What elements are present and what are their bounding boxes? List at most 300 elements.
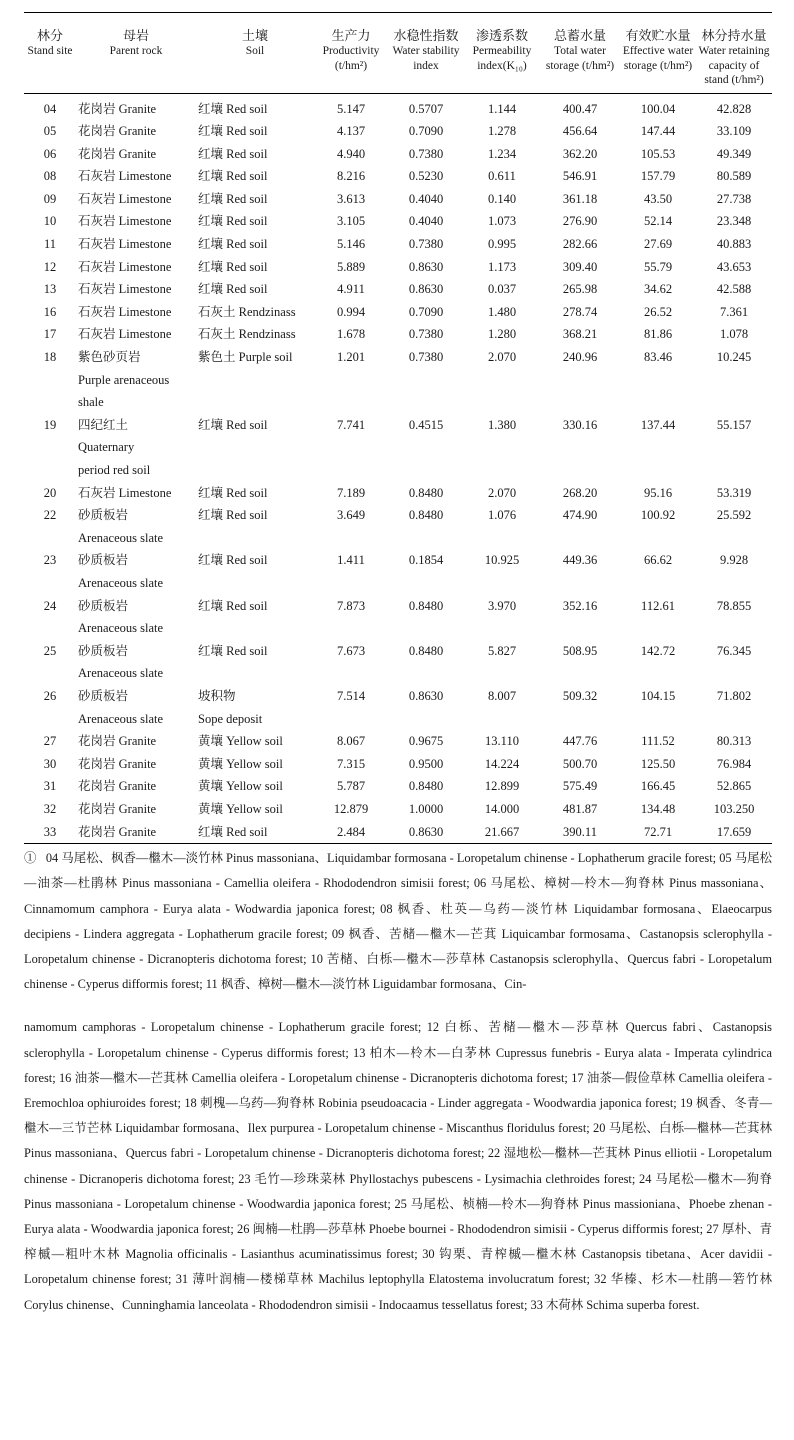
cell-perm: 12.899 xyxy=(484,779,520,794)
cell-ret: 9.928 xyxy=(719,553,749,568)
soil-line: 红壤 Red soil xyxy=(198,824,268,839)
cell-wsi: 0.5707 xyxy=(408,101,444,116)
column-header-8 xyxy=(696,13,772,94)
cell-total: 309.40 xyxy=(562,259,598,274)
cell-stand-site: 09 xyxy=(43,191,57,206)
cell-stand-site: 33 xyxy=(24,821,76,844)
column-header-en: Soil xyxy=(245,45,265,57)
cell-stand-site: 11 xyxy=(43,237,57,252)
cell-perm: 1.073 xyxy=(487,214,517,229)
table-row xyxy=(24,504,772,549)
cell-parent-rock xyxy=(76,685,196,730)
cell-perm: 8.007 xyxy=(487,688,517,703)
rock-line: Quaternary xyxy=(78,440,135,455)
cell-perm: 2.070 xyxy=(487,350,517,365)
soil-line: 红壤 Red soil xyxy=(198,485,268,500)
cell-prod: 8.216 xyxy=(336,169,366,184)
cell-wsi: 0.4515 xyxy=(408,417,444,432)
cell-ret: 1.078 xyxy=(719,327,749,342)
column-header-en: Stand site xyxy=(27,45,73,57)
cell-eff: 66.62 xyxy=(643,553,673,568)
rock-line: 四纪红土 xyxy=(78,417,129,432)
cell-prod: 4.940 xyxy=(336,146,366,161)
cell-parent-rock xyxy=(76,730,196,753)
cell-soil xyxy=(196,775,314,798)
cell-total: 500.70 xyxy=(562,756,598,771)
cell-wsi: 0.8480 xyxy=(408,598,444,613)
cell-soil xyxy=(196,640,314,685)
cell-ret: 23.348 xyxy=(716,214,752,229)
column-header-en: Water retaining capacity of stand (t/hm²) xyxy=(698,45,770,86)
cell-wsi: 0.4040 xyxy=(408,191,444,206)
rock-line: 花岗岩 Granite xyxy=(78,756,157,771)
table-row xyxy=(24,798,772,821)
rock-line: 石灰岩 Limestone xyxy=(78,304,172,319)
table-row xyxy=(24,414,772,482)
cell-ret: 49.349 xyxy=(716,146,752,161)
cell-perm: 14.224 xyxy=(484,756,520,771)
cell-soil xyxy=(196,798,314,821)
footnote-text-1: 04 马尾松、枫香—檵木—淡竹林 Pinus massoniana、Liquidambar formosana - Loropetalum chinense - Lophatherum gracile forest; 05 马尾松—油茶—杜鹃林 Pinus massoniana - Camellia oleifera - Rhododendron simisii forest; 06 马尾松、樟树—柃木—狗脊林 Pinus massoniana、Cinnamomum camphora - Eurya alata - Wodwardia japonica forest; 08 枫香、杜英—乌药—淡竹林 Liquidambar formosana、Elaeocarpus decipiens - Lindera aggregata - Lophatherum gracile forest; 09 枫香、苦槠—檵木—芒萁 Liquicambar formosama、Castanopsis sclerophylla - Loropetalum chinense - Dicranopteris dichotoma forest; 10 苦槠、白栎—檵木—莎草林 Castanopsis sclerophylla、Quercus fabri - Loropetalum chinense - Cyperus difformis forest; 11 枫香、樟树—檵木—淡竹林 Liguidambar formosana、Cin- xyxy=(24,851,772,992)
cell-total: 474.90 xyxy=(562,508,598,523)
soil-line: 红壤 Red soil xyxy=(198,598,268,613)
cell-parent-rock xyxy=(76,753,196,776)
cell-soil xyxy=(196,595,314,640)
column-header-4 xyxy=(388,13,464,94)
column-header-en: Total water storage (t/hm²) xyxy=(545,45,615,72)
cell-eff: 137.44 xyxy=(640,417,676,432)
rock-line: 花岗岩 Granite xyxy=(78,801,157,816)
cell-total: 449.36 xyxy=(562,553,598,568)
cell-ret: 103.250 xyxy=(713,801,755,816)
cell-parent-rock xyxy=(76,821,196,844)
soil-line: 石灰土 Rendzinass xyxy=(198,304,296,319)
column-header-zh: 有效贮水量 xyxy=(625,28,691,43)
cell-prod: 2.484 xyxy=(314,821,388,844)
cell-eff: 134.48 xyxy=(640,801,676,816)
cell-parent-rock xyxy=(76,93,196,120)
column-header-3 xyxy=(314,13,388,94)
soil-line: 红壤 Red soil xyxy=(198,643,268,658)
cell-parent-rock xyxy=(76,120,196,143)
soil-line: 坡积物 xyxy=(198,688,236,703)
rock-line: 石灰岩 Limestone xyxy=(78,237,172,252)
cell-eff: 100.04 xyxy=(640,101,676,116)
cell-ret: 42.828 xyxy=(716,101,752,116)
table-row xyxy=(24,210,772,233)
cell-parent-rock xyxy=(76,640,196,685)
rock-line: Arenaceous slate xyxy=(78,711,164,726)
cell-eff: 55.79 xyxy=(643,259,673,274)
cell-stand-site: 08 xyxy=(43,169,57,184)
cell-parent-rock xyxy=(76,165,196,188)
table-row xyxy=(24,821,772,844)
table-row xyxy=(24,595,772,640)
cell-stand-site: 05 xyxy=(43,124,57,139)
cell-stand-site: 12 xyxy=(43,259,57,274)
rock-line: 花岗岩 Granite xyxy=(78,824,157,839)
soil-line: 红壤 Red soil xyxy=(198,191,268,206)
soil-line: 紫色土 Purple soil xyxy=(198,350,293,365)
cell-prod: 5.787 xyxy=(336,779,366,794)
column-header-zh: 生产力 xyxy=(331,28,371,43)
table-row xyxy=(24,640,772,685)
soil-line: 黄壤 Yellow soil xyxy=(198,756,283,771)
cell-stand-site: 16 xyxy=(43,304,57,319)
table-row xyxy=(24,549,772,594)
cell-soil xyxy=(196,323,314,346)
cell-soil xyxy=(196,730,314,753)
cell-parent-rock xyxy=(76,301,196,324)
cell-prod: 5.889 xyxy=(336,259,366,274)
cell-prod: 7.189 xyxy=(336,485,366,500)
cell-wsi: 0.8480 xyxy=(408,779,444,794)
rock-line: Arenaceous slate xyxy=(78,666,164,681)
column-header-en: Water stability index xyxy=(392,45,460,72)
cell-soil xyxy=(196,233,314,256)
rock-line: Arenaceous slate xyxy=(78,530,164,545)
cell-perm: 0.140 xyxy=(487,191,517,206)
cell-eff: 34.62 xyxy=(643,282,673,297)
column-header-2 xyxy=(196,13,314,94)
cell-wsi: 0.7380 xyxy=(408,237,444,252)
soil-line: 红壤 Red soil xyxy=(198,124,268,139)
rock-line: 花岗岩 Granite xyxy=(78,779,157,794)
cell-stand-site: 17 xyxy=(43,327,57,342)
cell-total: 575.49 xyxy=(562,779,598,794)
cell-stand-site: 06 xyxy=(43,146,57,161)
soil-line: 黄壤 Yellow soil xyxy=(198,779,283,794)
rock-line: 砂质板岩 xyxy=(78,508,129,523)
cell-eff: 157.79 xyxy=(640,169,676,184)
cell-ret: 40.883 xyxy=(716,237,752,252)
cell-ret: 53.319 xyxy=(716,485,752,500)
cell-perm: 10.925 xyxy=(484,553,520,568)
cell-ret: 76.984 xyxy=(716,756,752,771)
column-header-5 xyxy=(464,13,540,94)
cell-stand-site: 04 xyxy=(43,101,57,116)
soil-line: 红壤 Red soil xyxy=(198,146,268,161)
cell-ret: 76.345 xyxy=(716,643,752,658)
cell-prod: 5.146 xyxy=(336,237,366,252)
cell-total: 447.76 xyxy=(562,734,598,749)
cell-prod: 3.649 xyxy=(336,508,366,523)
column-header-zh: 林分 xyxy=(36,28,63,43)
cell-parent-rock xyxy=(76,143,196,166)
cell-ret: 55.157 xyxy=(716,417,752,432)
soil-line: 红壤 Red soil xyxy=(198,214,268,229)
cell-total: 268.20 xyxy=(562,485,598,500)
rock-line: 砂质板岩 xyxy=(78,553,129,568)
cell-prod: 7.315 xyxy=(336,756,366,771)
cell-stand-site: 31 xyxy=(43,779,57,794)
rock-line: 砂质板岩 xyxy=(78,643,129,658)
cell-eff: 125.50 xyxy=(640,756,676,771)
cell-wsi: 0.7090 xyxy=(408,124,444,139)
cell-prod: 3.613 xyxy=(336,191,366,206)
cell-total: 509.32 xyxy=(562,688,598,703)
rock-line: 石灰岩 Limestone xyxy=(78,191,172,206)
soil-line: Sope deposit xyxy=(198,711,263,726)
cell-wsi: 0.7380 xyxy=(408,327,444,342)
table-row xyxy=(24,775,772,798)
cell-eff: 142.72 xyxy=(640,643,676,658)
cell-eff: 81.86 xyxy=(643,327,673,342)
table-row xyxy=(24,301,772,324)
cell-parent-rock xyxy=(76,549,196,594)
cell-parent-rock xyxy=(76,210,196,233)
cell-wsi: 0.5230 xyxy=(408,169,444,184)
cell-ret: 17.659 xyxy=(696,821,772,844)
cell-parent-rock xyxy=(76,775,196,798)
table-row xyxy=(24,346,772,414)
cell-eff: 111.52 xyxy=(641,734,675,749)
footnote xyxy=(24,846,772,1318)
cell-soil xyxy=(196,482,314,505)
cell-soil xyxy=(196,93,314,120)
cell-total: 368.21 xyxy=(562,327,598,342)
soil-line: 红壤 Red soil xyxy=(198,508,268,523)
rock-line: 石灰岩 Limestone xyxy=(78,282,172,297)
cell-total: 481.87 xyxy=(562,801,598,816)
cell-wsi: 0.7090 xyxy=(408,304,444,319)
cell-prod: 4.911 xyxy=(337,282,365,297)
cell-ret: 7.361 xyxy=(719,304,749,319)
cell-parent-rock xyxy=(76,256,196,279)
cell-eff: 112.61 xyxy=(641,598,675,613)
cell-stand-site: 10 xyxy=(43,214,57,229)
cell-total: 276.90 xyxy=(562,214,598,229)
cell-perm: 5.827 xyxy=(487,643,517,658)
cell-wsi: 0.1854 xyxy=(408,553,444,568)
cell-wsi: 0.4040 xyxy=(408,214,444,229)
rock-line: shale xyxy=(78,395,104,410)
rock-line: 砂质板岩 xyxy=(78,598,129,613)
cell-ret: 43.653 xyxy=(716,259,752,274)
cell-eff: 26.52 xyxy=(643,304,673,319)
cell-total: 508.95 xyxy=(562,643,598,658)
table-row xyxy=(24,165,772,188)
soil-line: 红壤 Red soil xyxy=(198,101,268,116)
cell-wsi: 0.7380 xyxy=(408,350,444,365)
cell-soil xyxy=(196,143,314,166)
table-row xyxy=(24,685,772,730)
cell-total: 400.47 xyxy=(562,101,598,116)
cell-wsi: 0.8480 xyxy=(408,508,444,523)
data-table xyxy=(24,12,772,844)
cell-parent-rock xyxy=(76,414,196,482)
cell-soil xyxy=(196,278,314,301)
cell-soil xyxy=(196,414,314,482)
cell-prod: 5.147 xyxy=(336,101,366,116)
table-body xyxy=(24,93,772,844)
cell-soil xyxy=(196,210,314,233)
cell-parent-rock xyxy=(76,798,196,821)
cell-perm: 2.070 xyxy=(487,485,517,500)
cell-wsi: 0.8630 xyxy=(408,259,444,274)
column-header-en: Permeability index(K₁₀) xyxy=(472,45,532,72)
cell-soil xyxy=(196,821,314,844)
cell-ret: 25.592 xyxy=(716,508,752,523)
soil-line: 黄壤 Yellow soil xyxy=(198,734,283,749)
cell-wsi: 0.9500 xyxy=(408,756,444,771)
cell-prod: 1.678 xyxy=(336,327,366,342)
cell-eff: 72.71 xyxy=(620,821,696,844)
cell-total: 361.18 xyxy=(562,191,598,206)
column-header-zh: 总蓄水量 xyxy=(553,28,606,43)
cell-eff: 166.45 xyxy=(640,779,676,794)
rock-line: period red soil xyxy=(78,463,151,477)
cell-ret: 78.855 xyxy=(716,598,752,613)
soil-line: 石灰土 Rendzinass xyxy=(198,327,296,342)
cell-wsi: 0.8480 xyxy=(408,485,444,500)
cell-stand-site: 24 xyxy=(43,598,57,613)
cell-total: 362.20 xyxy=(562,146,598,161)
cell-ret: 33.109 xyxy=(716,124,752,139)
cell-perm: 1.173 xyxy=(487,259,517,274)
cell-stand-site: 23 xyxy=(43,553,57,568)
cell-soil xyxy=(196,188,314,211)
cell-total: 546.91 xyxy=(562,169,598,184)
cell-perm: 13.110 xyxy=(485,734,519,749)
column-header-zh: 渗透系数 xyxy=(475,28,528,43)
cell-wsi: 0.9675 xyxy=(408,734,444,749)
cell-stand-site: 26 xyxy=(43,688,57,703)
rock-line: 石灰岩 Limestone xyxy=(78,259,172,274)
cell-perm: 3.970 xyxy=(487,598,517,613)
cell-stand-site: 19 xyxy=(43,417,57,432)
cell-wsi: 0.8630 xyxy=(408,282,444,297)
cell-perm: 0.995 xyxy=(487,237,517,252)
cell-parent-rock xyxy=(76,278,196,301)
cell-parent-rock xyxy=(76,233,196,256)
column-header-7 xyxy=(620,13,696,94)
cell-soil xyxy=(196,165,314,188)
cell-perm: 0.037 xyxy=(487,282,517,297)
table-row xyxy=(24,143,772,166)
table-row xyxy=(24,256,772,279)
rock-line: Arenaceous slate xyxy=(78,621,164,636)
cell-eff: 105.53 xyxy=(640,146,676,161)
cell-ret: 42.588 xyxy=(716,282,752,297)
rock-line: Arenaceous slate xyxy=(78,575,164,590)
cell-soil xyxy=(196,549,314,594)
cell-ret: 71.802 xyxy=(716,688,752,703)
rock-line: 石灰岩 Limestone xyxy=(78,327,172,342)
column-header-0 xyxy=(24,13,76,94)
soil-line: 红壤 Red soil xyxy=(198,259,268,274)
rock-line: 花岗岩 Granite xyxy=(78,146,157,161)
cell-parent-rock xyxy=(76,482,196,505)
rock-line: 石灰岩 Limestone xyxy=(78,214,172,229)
soil-line: 红壤 Red soil xyxy=(198,282,268,297)
table-row xyxy=(24,278,772,301)
table-row xyxy=(24,730,772,753)
column-header-zh: 土壤 xyxy=(241,28,268,43)
cell-parent-rock xyxy=(76,323,196,346)
cell-soil xyxy=(196,504,314,549)
rock-line: Purple arenaceous xyxy=(78,372,170,387)
cell-ret: 80.589 xyxy=(716,169,752,184)
column-header-zh: 林分持水量 xyxy=(701,28,767,43)
cell-prod: 7.673 xyxy=(336,643,366,658)
cell-wsi: 0.8630 xyxy=(388,821,464,844)
cell-perm: 14.000 xyxy=(484,801,520,816)
cell-ret: 27.738 xyxy=(716,191,752,206)
cell-soil xyxy=(196,120,314,143)
cell-wsi: 0.8480 xyxy=(408,643,444,658)
page xyxy=(24,12,772,1318)
cell-parent-rock xyxy=(76,504,196,549)
cell-prod: 7.741 xyxy=(336,417,366,432)
cell-soil xyxy=(196,753,314,776)
cell-stand-site: 13 xyxy=(43,282,57,297)
rock-line: 石灰岩 Limestone xyxy=(78,485,172,500)
cell-ret: 52.865 xyxy=(716,779,752,794)
cell-ret: 80.313 xyxy=(716,734,752,749)
cell-total: 265.98 xyxy=(562,282,598,297)
table-row xyxy=(24,93,772,120)
cell-perm: 1.280 xyxy=(487,327,517,342)
cell-stand-site: 32 xyxy=(43,801,57,816)
soil-line: 黄壤 Yellow soil xyxy=(198,801,283,816)
rock-line: 花岗岩 Granite xyxy=(78,734,157,749)
cell-stand-site: 27 xyxy=(43,734,57,749)
table-row xyxy=(24,120,772,143)
cell-eff: 147.44 xyxy=(640,124,676,139)
cell-perm: 1.278 xyxy=(487,124,517,139)
soil-line: 红壤 Red soil xyxy=(198,417,268,432)
column-header-1 xyxy=(76,13,196,94)
cell-soil xyxy=(196,256,314,279)
cell-perm: 1.380 xyxy=(487,417,517,432)
rock-line: 花岗岩 Granite xyxy=(78,101,157,116)
cell-prod: 8.067 xyxy=(336,734,366,749)
footnote-paragraph-2: namomum camphoras - Loropetalum chinense - Lophatherum gracile forest; 12 白栎、苦槠—檵木—莎草林 Quercus fabri、Castanopsis sclerophylla - Loropetalum chinense - Cyperus difformis forest; 13 柏木—柃木—白茅林 Cupressus funebris - Eurya alata - Imperata cylindrica forest; 16 油茶—檵木—芒萁林 Camellia oleifera - Loropetalum chinense - Dicranopteris dichotoma forest; 17 油茶—假俭草林 Camellia oleifera - Eremochloa ophiuroides forest; 18 刺槐—乌药—狗脊林 Robinia pseudoacacia - Linder aggregata - Woodwardia japonica forest; 19 枫香、冬青—檵木—三节芒林 Liquidambar formosana、Ilex purpurea - Loropetalum chinense - Miscanthus floridulus forest; 20 马尾松、白栎—檵林—芒萁林 Pinus massoniana、Quercus fabri - Loropetalum chinense - Dicranopteris dichotoma forest; 22 湿地松—檵林—芒萁林 Pinus elliotii - Loropetalum chinense - Dicranoperis dichotoma forest; 23 毛竹—珍珠菜林 Phyllostachys pubescens - Lysimachia clethroides forest; 24 马尾松—檵木—狗脊 Pinus massoniana - Loropetalum chinense - Woodwardia japonica forest; 25 马尾松、桢楠—柃木—狗脊林 Pinus massioniana、Phoebe zhenan - Eurya alata - Woodwardia japonica forest; 26 闽楠—杜鹃—莎草林 Phoebe bournei - Rhododendron simisii - Cyperus difformis forest; 27 厚朴、青榨槭—粗叶木林 Magnolia officinalis - Lasianthus acuminatissimus forest; 30 钩栗、青榨槭—檵木林 Castanopsis tibetana、Acer davidii - Loropetalum chinense forest; 31 薄叶润楠—楼梯草林 Machilus leptophylla Elatostema involucratum forest; 32 华榛、杉木—杜鹃—箬竹林 Corylus chinense、Cunninghamia lanceolata - Rhododendron simisii - Indocaamus tessellatus forest; 33 木荷林 Schima superba forest. xyxy=(24,1020,772,1312)
cell-stand-site: 30 xyxy=(43,756,57,771)
rock-line: 石灰岩 Limestone xyxy=(78,169,172,184)
cell-perm: 1.234 xyxy=(487,146,517,161)
cell-eff: 52.14 xyxy=(643,214,673,229)
footnote-marker: ① xyxy=(24,851,37,866)
soil-line: 红壤 Red soil xyxy=(198,553,268,568)
cell-stand-site: 25 xyxy=(43,643,57,658)
cell-prod: 7.873 xyxy=(336,598,366,613)
rock-line: 紫色砂页岩 xyxy=(78,350,141,365)
cell-wsi: 0.7380 xyxy=(408,146,444,161)
soil-line: 红壤 Red soil xyxy=(198,237,268,252)
cell-prod: 7.514 xyxy=(336,688,366,703)
cell-perm: 21.667 xyxy=(464,821,540,844)
cell-stand-site: 20 xyxy=(43,485,57,500)
table-row xyxy=(24,753,772,776)
cell-perm: 1.480 xyxy=(487,304,517,319)
cell-perm: 1.144 xyxy=(487,101,517,116)
cell-wsi: 1.0000 xyxy=(408,801,444,816)
table-row xyxy=(24,188,772,211)
cell-prod: 12.879 xyxy=(333,801,369,816)
soil-line: 红壤 Red soil xyxy=(198,169,268,184)
cell-total: 282.66 xyxy=(562,237,598,252)
cell-eff: 83.46 xyxy=(643,350,673,365)
cell-parent-rock xyxy=(76,346,196,414)
cell-ret: 10.245 xyxy=(716,350,752,365)
table-row xyxy=(24,233,772,256)
cell-total: 278.74 xyxy=(562,304,598,319)
cell-prod: 1.411 xyxy=(337,553,365,568)
cell-total: 456.64 xyxy=(562,124,598,139)
cell-eff: 27.69 xyxy=(643,237,673,252)
